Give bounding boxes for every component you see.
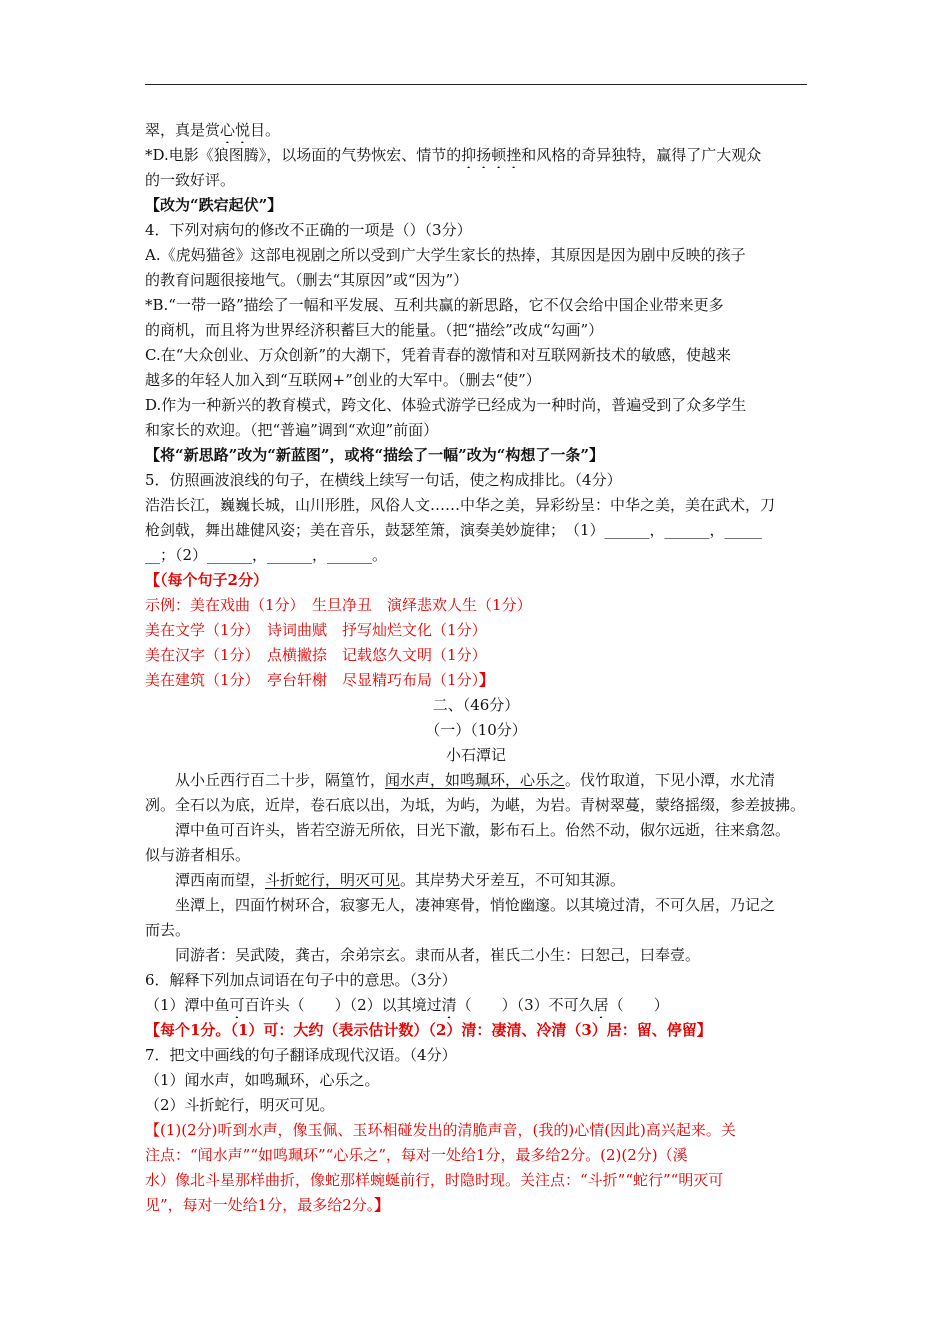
answer-q4: 【将“新思路”改为“新蓝图”，或将“描绘了一幅”改为“构想了一条”】 — [145, 446, 605, 464]
question-7: 7．把文中画线的句子翻译成现代汉语。（4分） — [145, 1046, 457, 1064]
text-line: 的一致好评。 — [145, 171, 236, 189]
question-4: 4．下列对病句的修改不正确的一项是（）（3分） — [145, 221, 472, 239]
answer-q5-header: 【（每个句子2分） — [145, 571, 268, 589]
text-line: __；（2）______，______，______。 — [145, 546, 388, 564]
answer-q5-line: 示例：美在戏曲（1分） 生旦净丑 演绎悲欢人生（1分） — [145, 596, 532, 614]
passage-line: 潭中鱼可百许头，皆若空游无所依，日光下澈，影布石上。佁然不动，俶尔远逝，往来翕忽。 — [175, 821, 791, 839]
question-7-item: （2）斗折蛇行，明灭可见。 — [145, 1096, 335, 1114]
text-line: 浩浩长江，巍巍长城，山川形胜，风俗人文……中华之美，异彩纷呈：中华之美，美在武术，刀 — [145, 496, 776, 514]
question-6-items: （1）潭中鱼可百许头（ ）（2）以其境过清（ ）（3）不可久居（ ） — [145, 996, 669, 1014]
answer-q6: 【每个1分。（1）可：大约（表示估计数）（2）清：凄清、冷清（3）居：留、停留】 — [145, 1021, 712, 1039]
answer-q5-line: 美在文学（1分） 诗词曲赋 抒写灿烂文化（1分） — [145, 621, 487, 639]
option-c: C.在“大众创业、万众创新”的大潮下，凭着青春的激情和对互联网新技术的敏感，使越来 — [145, 346, 732, 364]
section-heading: 二、（46分） — [432, 696, 520, 714]
question-6: 6．解释下列加点词语在句子中的意思。（3分） — [145, 971, 457, 989]
passage-line: 似与游者相乐。 — [145, 846, 251, 864]
answer-q7-line: 见”，每对一处给1分，最多给2分。】 — [145, 1196, 390, 1214]
passage-line: 冽。全石以为底，近岸，卷石底以出，为坻，为屿，为嵁，为岩。青树翠蔓，蒙络摇缀，参差披拂。 — [145, 796, 806, 814]
option-a: A.《虎妈猫爸》这部电视剧之所以受到广大学生家长的热捧，其原因是因为剧中反映的孩子 — [145, 246, 746, 264]
text-line: 越多的年轻人加入到“互联网+”创业的大军中。（删去“使”） — [145, 371, 541, 389]
text-line: 枪剑戟，舞出雄健风姿；美在音乐，鼓瑟笙箫，演奏美妙旋律； （1）______，______，_____ — [145, 521, 763, 539]
option-d: D.作为一种新兴的教育模式，跨文化、体验式游学已经成为一种时尚，普遍受到了众多学生 — [145, 396, 747, 414]
text-line: 翠，真是赏心悦目。 — [145, 121, 281, 139]
text-line: 和家长的欢迎。（把“普遍”调到“欢迎”前面） — [145, 421, 439, 439]
option-d: *D.电影《狼图腾》，以场面的气势恢宏、情节的抑扬顿挫和风格的奇异独特，赢得了广大观众 — [145, 146, 762, 164]
passage-line: 而去。 — [145, 921, 191, 939]
answer-q5-line: 美在汉字（1分） 点横撇捺 记载悠久文明（1分） — [145, 646, 487, 664]
question-7-item: （1）闻水声，如鸣珮环，心乐之。 — [145, 1071, 380, 1089]
subsection-heading: （一）（10分） — [425, 721, 527, 739]
passage-line: 从小丘西行百二十步，隔篁竹，闻水声，如鸣珮环，心乐之。伐竹取道，下见小潭，水尤清 — [175, 771, 776, 789]
passage-line: 坐潭上，四面竹树环合，寂寥无人，凄神寒骨，悄怆幽邃。以其境过清，不可久居，乃记之 — [175, 896, 776, 914]
passage-title: 小石潭记 — [445, 746, 506, 764]
answer-q5-line: 美在建筑（1分） 亭台轩榭 尽显精巧布局（1分）】 — [145, 671, 495, 689]
document-body — [145, 118, 807, 1218]
option-b: *B.“一带一路”描绘了一幅和平发展、互利共赢的新思路，它不仅会给中国企业带来更多 — [145, 296, 724, 314]
text-line: 的商机，而且将为世界经济积蓄巨大的能量。（把“描绘”改成“勾画”） — [145, 321, 604, 339]
answer-q7-line: 水）像北斗星那样曲折，像蛇那样蜿蜒前行，时隐时现。关注点：“斗折”“蛇行”“明灭可 — [145, 1171, 724, 1189]
question-5: 5．仿照画波浪线的句子，在横线上续写一句话，使之构成排比。（4分） — [145, 471, 622, 489]
answer-q7-line: 注点：“闻水声”“如鸣珮环”“心乐之”，每对一处给1分，最多给2分。(2)(2分)（溪 — [145, 1146, 688, 1164]
answer-q3: 【改为“跌宕起伏”】 — [145, 196, 283, 214]
header-rule — [145, 84, 807, 85]
passage-line: 潭西南而望，斗折蛇行，明灭可见。其岸势犬牙差互，不可知其源。 — [175, 871, 626, 889]
passage-line: 同游者：吴武陵，龚古，余弟宗玄。隶而从者，崔氏二小生：曰恕己，曰奉壹。 — [175, 946, 701, 964]
text-line: 的教育问题很接地气。（删去“其原因”或“因为”） — [145, 271, 469, 289]
answer-q7-line: 【(1)(2分)听到水声，像玉佩、玉环相碰发出的清脆声音，(我的)心情(因此)高兴起来。关 — [145, 1121, 736, 1139]
